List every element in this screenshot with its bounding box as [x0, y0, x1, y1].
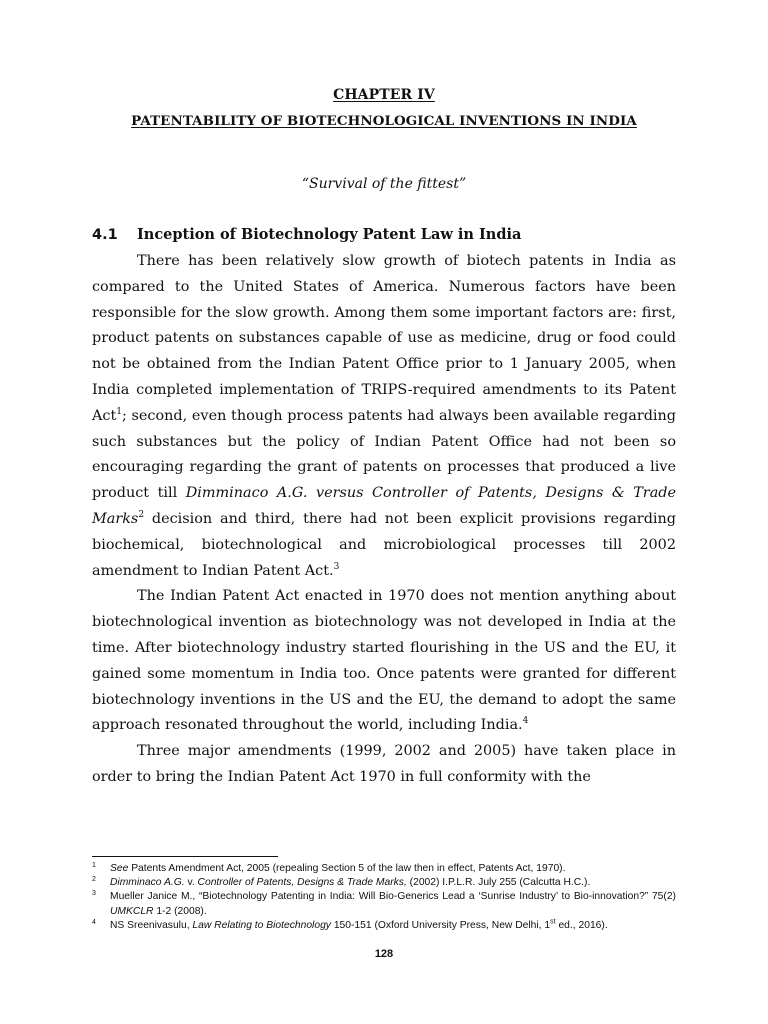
body-text	[92, 249, 676, 791]
paragraph-1-part-1: There has been relatively slow growth of biotech patents in India as compared to the United States of America. Numerous factors have been responsible for the slow growth. Among them some important factors are: first, product patents on substances capable of use as medicine, drug or food could not be obtained from the Indian Patent Office prior to 1 January 2005, when India completed implementation of TRIPS-required amendments to its Patent Act	[92, 253, 676, 424]
paragraph-3-text: Three major amendments (1999, 2002 and 2005) have taken place in order to bring the Indian Patent Act 1970 in full conformity with the	[92, 743, 676, 785]
footnote-ref-1[interactable]: 1	[116, 406, 122, 417]
section-number: 4.1	[92, 227, 118, 243]
paragraph-2	[92, 584, 676, 739]
footnote-1	[92, 862, 676, 876]
footnote-3-pages: 1-2 (2008).	[153, 905, 207, 917]
paragraph-1-part-3: decision and third, there had not been explicit provisions regarding biochemical, biotechnological and microbiological processes till 2002 amendment to Indian Patent Act.	[92, 510, 676, 579]
footnote-3	[92, 890, 676, 918]
footnote-2-party-1: Dimminaco A.G.	[110, 877, 185, 889]
section-heading	[92, 226, 521, 243]
paragraph-2-text: The Indian Patent Act enacted in 1970 does not mention anything about biotechnological invention as biotechnology was not developed in India at the time. After biotechnology industry started flourishing in the US and the EU, it gained some momentum in India too. Once patents were granted for different biotechnology inventions in the US and the EU, the demand to adopt the same approach resonated throughout the world, including India.	[92, 588, 676, 734]
footnote-2-versus: v.	[184, 877, 198, 889]
footnote-4-ordinal: st	[550, 918, 556, 926]
footnote-4-author: NS Sreenivasulu,	[110, 919, 193, 931]
footnote-ref-3[interactable]: 3	[333, 561, 340, 572]
footnote-2-party-2: Controller of Patents, Designs & Trade Marks,	[197, 877, 407, 889]
section-title: Inception of Biotechnology Patent Law in India	[137, 226, 522, 243]
epigraph: “Survival of the fittest”	[301, 176, 467, 192]
footnote-2-text: (2002) I.P.L.R. July 255 (Calcutta H.C.).	[406, 877, 591, 889]
footnote-4-text-2: ed., 2016).	[555, 919, 608, 931]
paragraph-1	[92, 249, 676, 584]
footnote-1-text: Patents Amendment Act, 2005 (repealing Section 5 of the law then in effect, Patents Act, 1970).	[128, 863, 566, 874]
footnote-divider	[92, 856, 278, 857]
page-number: 128	[374, 948, 394, 960]
footnote-2-number: 2	[92, 876, 96, 884]
footnote-3-journal: UMKCLR	[110, 905, 154, 917]
footnote-4	[92, 919, 676, 933]
footnote-4-number: 4	[92, 918, 96, 926]
footnote-4-text-1: 150-151 (Oxford University Press, New Delhi, 1	[330, 919, 551, 931]
footnote-ref-4[interactable]: 4	[522, 716, 529, 727]
footnote-2	[92, 876, 676, 890]
footnotes	[92, 862, 676, 933]
paragraph-3	[92, 739, 676, 791]
footnote-3-number: 3	[92, 890, 96, 898]
footnote-3-text: Mueller Janice M., “Biotechnology Patenting in India: Will Bio-Generics Lead a ‘Sunrise Industry’ to Bio-innovation?” 75(2)	[110, 891, 676, 903]
footnote-1-see: See	[110, 863, 129, 874]
footnote-ref-2[interactable]: 2	[138, 510, 145, 521]
case-name: Dimminaco A.G. versus Controller of Patents, Designs & Trade Marks	[92, 485, 676, 527]
paragraph-1-part-2: ; second, even though process patents had always been available regarding such substances but the policy of Indian Patent Office had not been so encouraging regarding the grant of patents on processes that produced a live product till	[92, 407, 676, 502]
chapter-label: CHAPTER IV	[333, 87, 435, 103]
footnote-4-book: Law Relating to Biotechnology	[192, 919, 331, 931]
chapter-title: PATENTABILITY OF BIOTECHNOLOGICAL INVENTIONS IN INDIA	[131, 113, 637, 129]
footnote-1-number: 1	[92, 862, 96, 869]
